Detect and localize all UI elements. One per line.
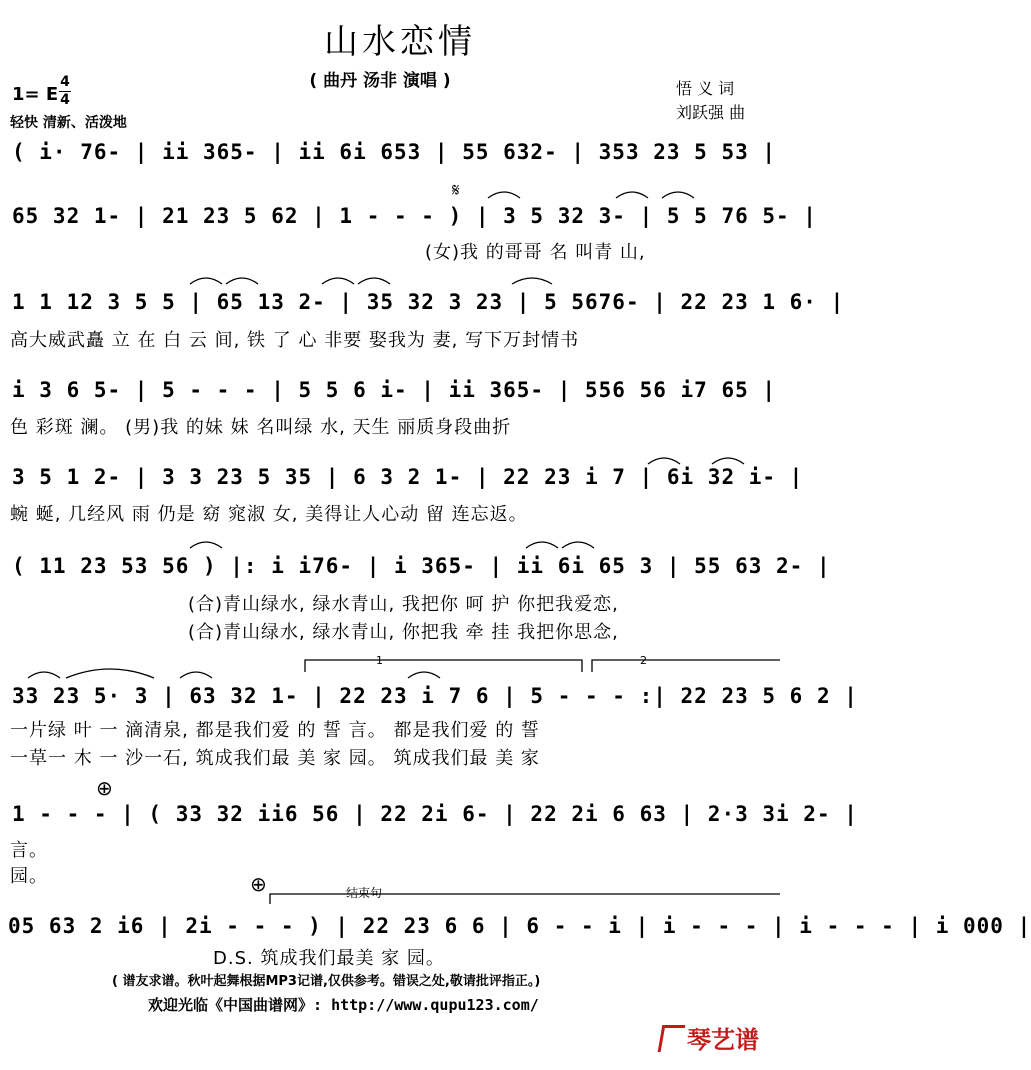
score-row-6: ( 11 23 53 56 ) |: i i76- | i 365- | ii 6i 65 3 | 55 63 2- | bbox=[12, 554, 831, 578]
lyric-row-7a: 一片绿 叶 一 滴清泉, 都是我们爱 的 誓 言。 都是我们爱 的 誓 bbox=[10, 720, 540, 741]
score-row-1: ( i· 76- | ii 365- | ii 6i 653 | 55 632- | 353 23 5 53 | bbox=[12, 140, 777, 164]
time-signature bbox=[59, 74, 71, 109]
lyric-row-5: 蜿 蜒, 几经风 雨 仍是 窈 窕淑 女, 美得让人心动 留 连忘返。 bbox=[10, 504, 528, 525]
composer-credit: 刘跃强 曲 bbox=[676, 103, 746, 122]
slur bbox=[488, 192, 520, 198]
site-logo bbox=[660, 1020, 759, 1055]
slur bbox=[408, 672, 440, 678]
slur bbox=[226, 278, 258, 284]
slur bbox=[712, 458, 744, 464]
slur bbox=[190, 278, 222, 284]
performers: ( 曲丹 汤非 演唱 ) bbox=[309, 71, 451, 91]
score-row-9: 05 63 2 i6 | 2i - - - ) | 22 23 6 6 | 6 - - i | i - - - | i - - - | i 000 | bbox=[8, 914, 1031, 938]
score-row-5: 3 5 1 2- | 3 3 23 5 35 | 6 3 2 1- | 22 23 i 7 | 6i 32 i- | bbox=[12, 465, 804, 489]
song-title: 山水恋情 bbox=[324, 22, 476, 62]
website-line: 欢迎光临《中国曲谱网》: http://www.qupu123.com/ bbox=[148, 996, 539, 1014]
volta-1-bracket bbox=[305, 660, 582, 672]
meter-top: 4 bbox=[60, 74, 70, 90]
footnote: ( 谱友求谱。秋叶起舞根据MP3记谱,仅供参考。错误之处,敬请批评指正。) bbox=[112, 974, 541, 989]
lyricist-credit: 悟 义 词 bbox=[676, 79, 735, 98]
meter-bottom: 4 bbox=[60, 92, 70, 108]
coda-mark-1: ⊕ bbox=[96, 776, 113, 800]
lyric-row-7b: 一草一 木 一 沙一石, 筑成我们最 美 家 园。 筑成我们最 美 家 bbox=[10, 748, 540, 769]
score-row-4: i 3 6 5- | 5 - - - | 5 5 6 i- | ii 365- | 556 56 i7 65 | bbox=[12, 378, 777, 402]
lyric-row-9: D.S. 筑成我们最美 家 园。 bbox=[213, 948, 445, 969]
lyric-row-8b: 园。 bbox=[10, 866, 48, 887]
slur bbox=[512, 278, 552, 284]
logo-text: 琴艺谱 bbox=[687, 1026, 759, 1054]
slur bbox=[190, 542, 222, 548]
volta-1-label: 1 bbox=[376, 654, 383, 667]
lyric-row-3: 高大威武矗 立 在 白 云 间, 铁 了 心 非要 娶我为 妻, 写下万封情书 bbox=[10, 330, 580, 351]
volta-2-bracket bbox=[592, 660, 780, 672]
lyric-row-6a: (合)青山绿水, 绿水青山, 我把你 呵 护 你把我爱恋, bbox=[188, 594, 619, 615]
score-row-3: 1 1 12 3 5 5 | 65 13 2- | 35 32 3 23 | 5 5676- | 22 23 1 6· | bbox=[12, 290, 845, 314]
ending-label: 结束句 bbox=[346, 886, 383, 900]
logo-icon bbox=[658, 1025, 686, 1052]
lyric-row-4: 色 彩斑 澜。 (男)我 的妹 妹 名叫绿 水, 天生 丽质身段曲折 bbox=[10, 417, 512, 438]
volta-2-label: 2 bbox=[640, 654, 647, 667]
slur bbox=[562, 542, 594, 548]
key-signature: 1= E bbox=[12, 84, 59, 105]
score-row-8: 1 - - - | ( 33 32 ii6 56 | 22 2i 6- | 22 2i 6 63 | 2·3 3i 2- | bbox=[12, 802, 858, 826]
slur bbox=[66, 669, 154, 678]
slur bbox=[648, 458, 680, 464]
slur bbox=[526, 542, 558, 548]
lyric-row-6b: (合)青山绿水, 绿水青山, 你把我 牵 挂 我把你思念, bbox=[188, 622, 619, 643]
coda-mark-2: ⊕ bbox=[250, 872, 267, 896]
slur bbox=[616, 192, 648, 198]
tempo-marking: 轻快 清新、活泼地 bbox=[10, 115, 127, 131]
slur bbox=[322, 278, 354, 284]
slur bbox=[662, 192, 694, 198]
slur bbox=[28, 672, 60, 678]
score-row-7: 33 23 5· 3 | 63 32 1- | 22 23 i 7 6 | 5 - - - :| 22 23 5 6 2 | bbox=[12, 684, 858, 708]
slur bbox=[180, 672, 212, 678]
segno-sign: 𝄋 bbox=[452, 180, 460, 201]
slur bbox=[358, 278, 390, 284]
score-row-2: 65 32 1- | 21 23 5 62 | 1 - - - ) | 3 5 32 3- | 5 5 76 5- | bbox=[12, 204, 817, 228]
lyric-row-2: (女)我 的哥哥 名 叫青 山, bbox=[425, 242, 646, 263]
lyric-row-8a: 言。 bbox=[10, 840, 48, 861]
